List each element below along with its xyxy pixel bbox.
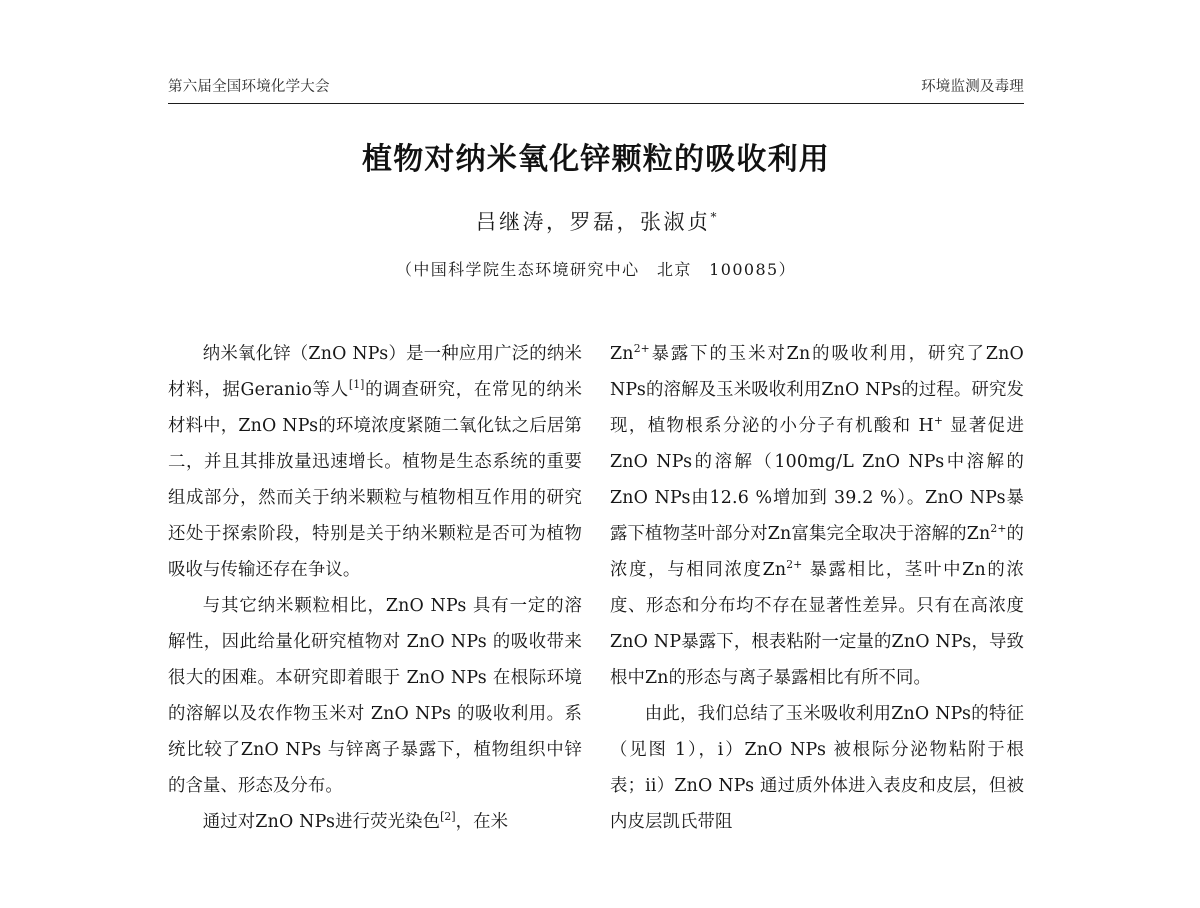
text-run: 与锌离子暴露下，植物组织中锌的含量、形态及分布。	[168, 740, 582, 796]
latin-run: ZnO NPs	[238, 416, 319, 436]
title-block	[168, 140, 1024, 281]
latin-run: ZnO NPs	[925, 488, 1006, 508]
text-run: 增加到	[772, 488, 834, 508]
text-run: 暴露下植物茎叶部分对	[610, 488, 1024, 544]
text-run: 的环境浓度紧随二氧化钛之后居第二，并且其排放量迅速增长。植物是生态系统的重要组成部分，然而关于纳米颗粒与植物相互作用的研究还处于探索阶段，特别是关于纳米颗粒是否可为植物吸收与传输还存在争议。	[168, 416, 582, 580]
text-run: ，在米	[455, 812, 509, 832]
text-run: 的过程。研究发现，植物根系分泌的小分子有机酸和	[610, 380, 1024, 436]
text-run: 通过质外体进入表皮和皮层，但被内皮层凯氏带阻	[610, 776, 1024, 832]
latin-run: Zn	[644, 668, 669, 688]
latin-run: Zn	[786, 344, 811, 364]
text-run: ）是一种应用广泛的纳米材料，据	[168, 344, 582, 400]
latin-run: ii	[645, 776, 657, 796]
text-run: 暴露下，根表粘附一定量的	[681, 632, 892, 652]
right-column-paragraph	[610, 696, 1024, 840]
latin-run: ZnO NPs	[610, 488, 691, 508]
latin-run: ZnO NPs	[674, 776, 755, 796]
latin-run: Zn	[767, 524, 792, 544]
text-run: 等人	[312, 380, 349, 400]
left-column-paragraph	[168, 336, 582, 588]
page-title: 植物对纳米氧化锌颗粒的吸收利用	[362, 142, 830, 177]
running-header-right: 环境监测及毒理	[921, 79, 1024, 95]
text-run: 被根际分泌物粘附于根表；	[610, 740, 1024, 796]
latin-run: ZnO NPs	[240, 740, 322, 760]
latin-run: ZnO NPs	[891, 632, 972, 652]
text-run: 的特征（见图 1），	[610, 704, 1024, 760]
text-run: 中溶解的	[944, 452, 1024, 472]
latin-run: ZnO NPs	[255, 812, 336, 832]
text-run: 纳米氧化锌（	[202, 344, 309, 364]
superscript: 2+	[633, 342, 650, 356]
latin-run: Zn	[610, 344, 634, 364]
text-run: 的形态与离子暴露相比有所不同。	[668, 668, 932, 688]
latin-run: 100mg/L ZnO NPs	[774, 452, 945, 472]
latin-run: 12.6 %	[709, 488, 773, 508]
text-run: 的溶解（	[692, 452, 775, 472]
text-run: 的吸收带来很大的困难。本研究即着眼于	[168, 632, 582, 688]
text-run: 暴露相比，茎叶中	[802, 560, 963, 580]
latin-run: Geranio	[240, 380, 313, 400]
latin-run: i	[717, 740, 724, 760]
latin-run: ZnO NPs	[406, 668, 487, 688]
text-run: 的吸收利用，研究了	[810, 344, 986, 364]
column-right	[610, 336, 1024, 908]
superscript: 2+	[786, 558, 803, 572]
running-header-left: 第六届全国环境化学大会	[168, 79, 330, 95]
latin-run: ZnO NPs	[385, 596, 467, 616]
text-run: 的溶解及玉米吸收利用	[645, 380, 822, 400]
right-column-paragraph	[610, 336, 1024, 696]
latin-run: ZnO NPs	[891, 704, 972, 724]
superscript: [1]	[348, 378, 365, 392]
text-run: ）。	[896, 488, 926, 508]
latin-run: ZnO NPs	[308, 344, 389, 364]
superscript: 2+	[990, 522, 1007, 536]
text-run: ）	[723, 740, 745, 760]
text-run: 的浓度、形态和分布均不存在显著性差异。只有在高浓度	[610, 560, 1024, 616]
text-run: 通过对	[202, 812, 256, 832]
latin-run: ZnO NP	[610, 632, 682, 652]
text-run: 暴露下的玉米对	[649, 344, 787, 364]
body-columns	[168, 336, 1024, 908]
text-run: 富集完全取决于溶解的	[791, 524, 967, 544]
latin-run: ZnO NPs	[821, 380, 902, 400]
text-run: 与其它纳米颗粒相比，	[202, 596, 386, 616]
author-names: 吕继涛，罗磊，张淑贞	[475, 209, 711, 234]
text-run: 由	[690, 488, 710, 508]
superscript: +	[933, 414, 943, 428]
text-run: 的浓度，与相同浓度	[610, 524, 1024, 580]
column-left	[168, 336, 582, 908]
text-run: 进行荧光染色	[335, 812, 441, 832]
running-header	[168, 80, 1024, 104]
left-column-paragraph	[168, 588, 582, 804]
text-run: 由此，我们总结了玉米吸收利用	[644, 704, 892, 724]
author-list	[168, 208, 1024, 237]
corresponding-author-mark: *	[710, 209, 717, 224]
affiliation: （中国科学院生态环境研究中心 北京 100085）	[395, 259, 797, 279]
latin-run: ZnO NPs	[370, 704, 452, 724]
text-run: 显著促进	[943, 416, 1024, 436]
superscript: [2]	[440, 810, 456, 824]
latin-run: Zn	[966, 524, 991, 544]
text-run: 的调查研究，在常见的纳米材料中，	[168, 380, 582, 436]
left-column-paragraph	[168, 804, 582, 840]
text-run: 具有一定的溶解性，因此给量化研究植物对	[168, 596, 582, 652]
text-run: 的吸收利用。系统比较了	[168, 704, 582, 760]
text-run: ，导致根中	[610, 632, 1024, 688]
text-run: 在根际环境的溶解以及农作物玉米对	[168, 668, 582, 724]
text-run: ）	[656, 776, 675, 796]
latin-run: Zn	[962, 560, 986, 580]
latin-run: ZnO NPs	[610, 344, 1024, 400]
latin-run: ZnO NPs	[610, 452, 693, 472]
latin-run: H	[918, 416, 934, 436]
latin-run: Zn	[762, 560, 787, 580]
latin-run: ZnO NPs	[406, 632, 487, 652]
latin-run: 39.2 %	[833, 488, 897, 508]
latin-run: ZnO NPs	[744, 740, 827, 760]
